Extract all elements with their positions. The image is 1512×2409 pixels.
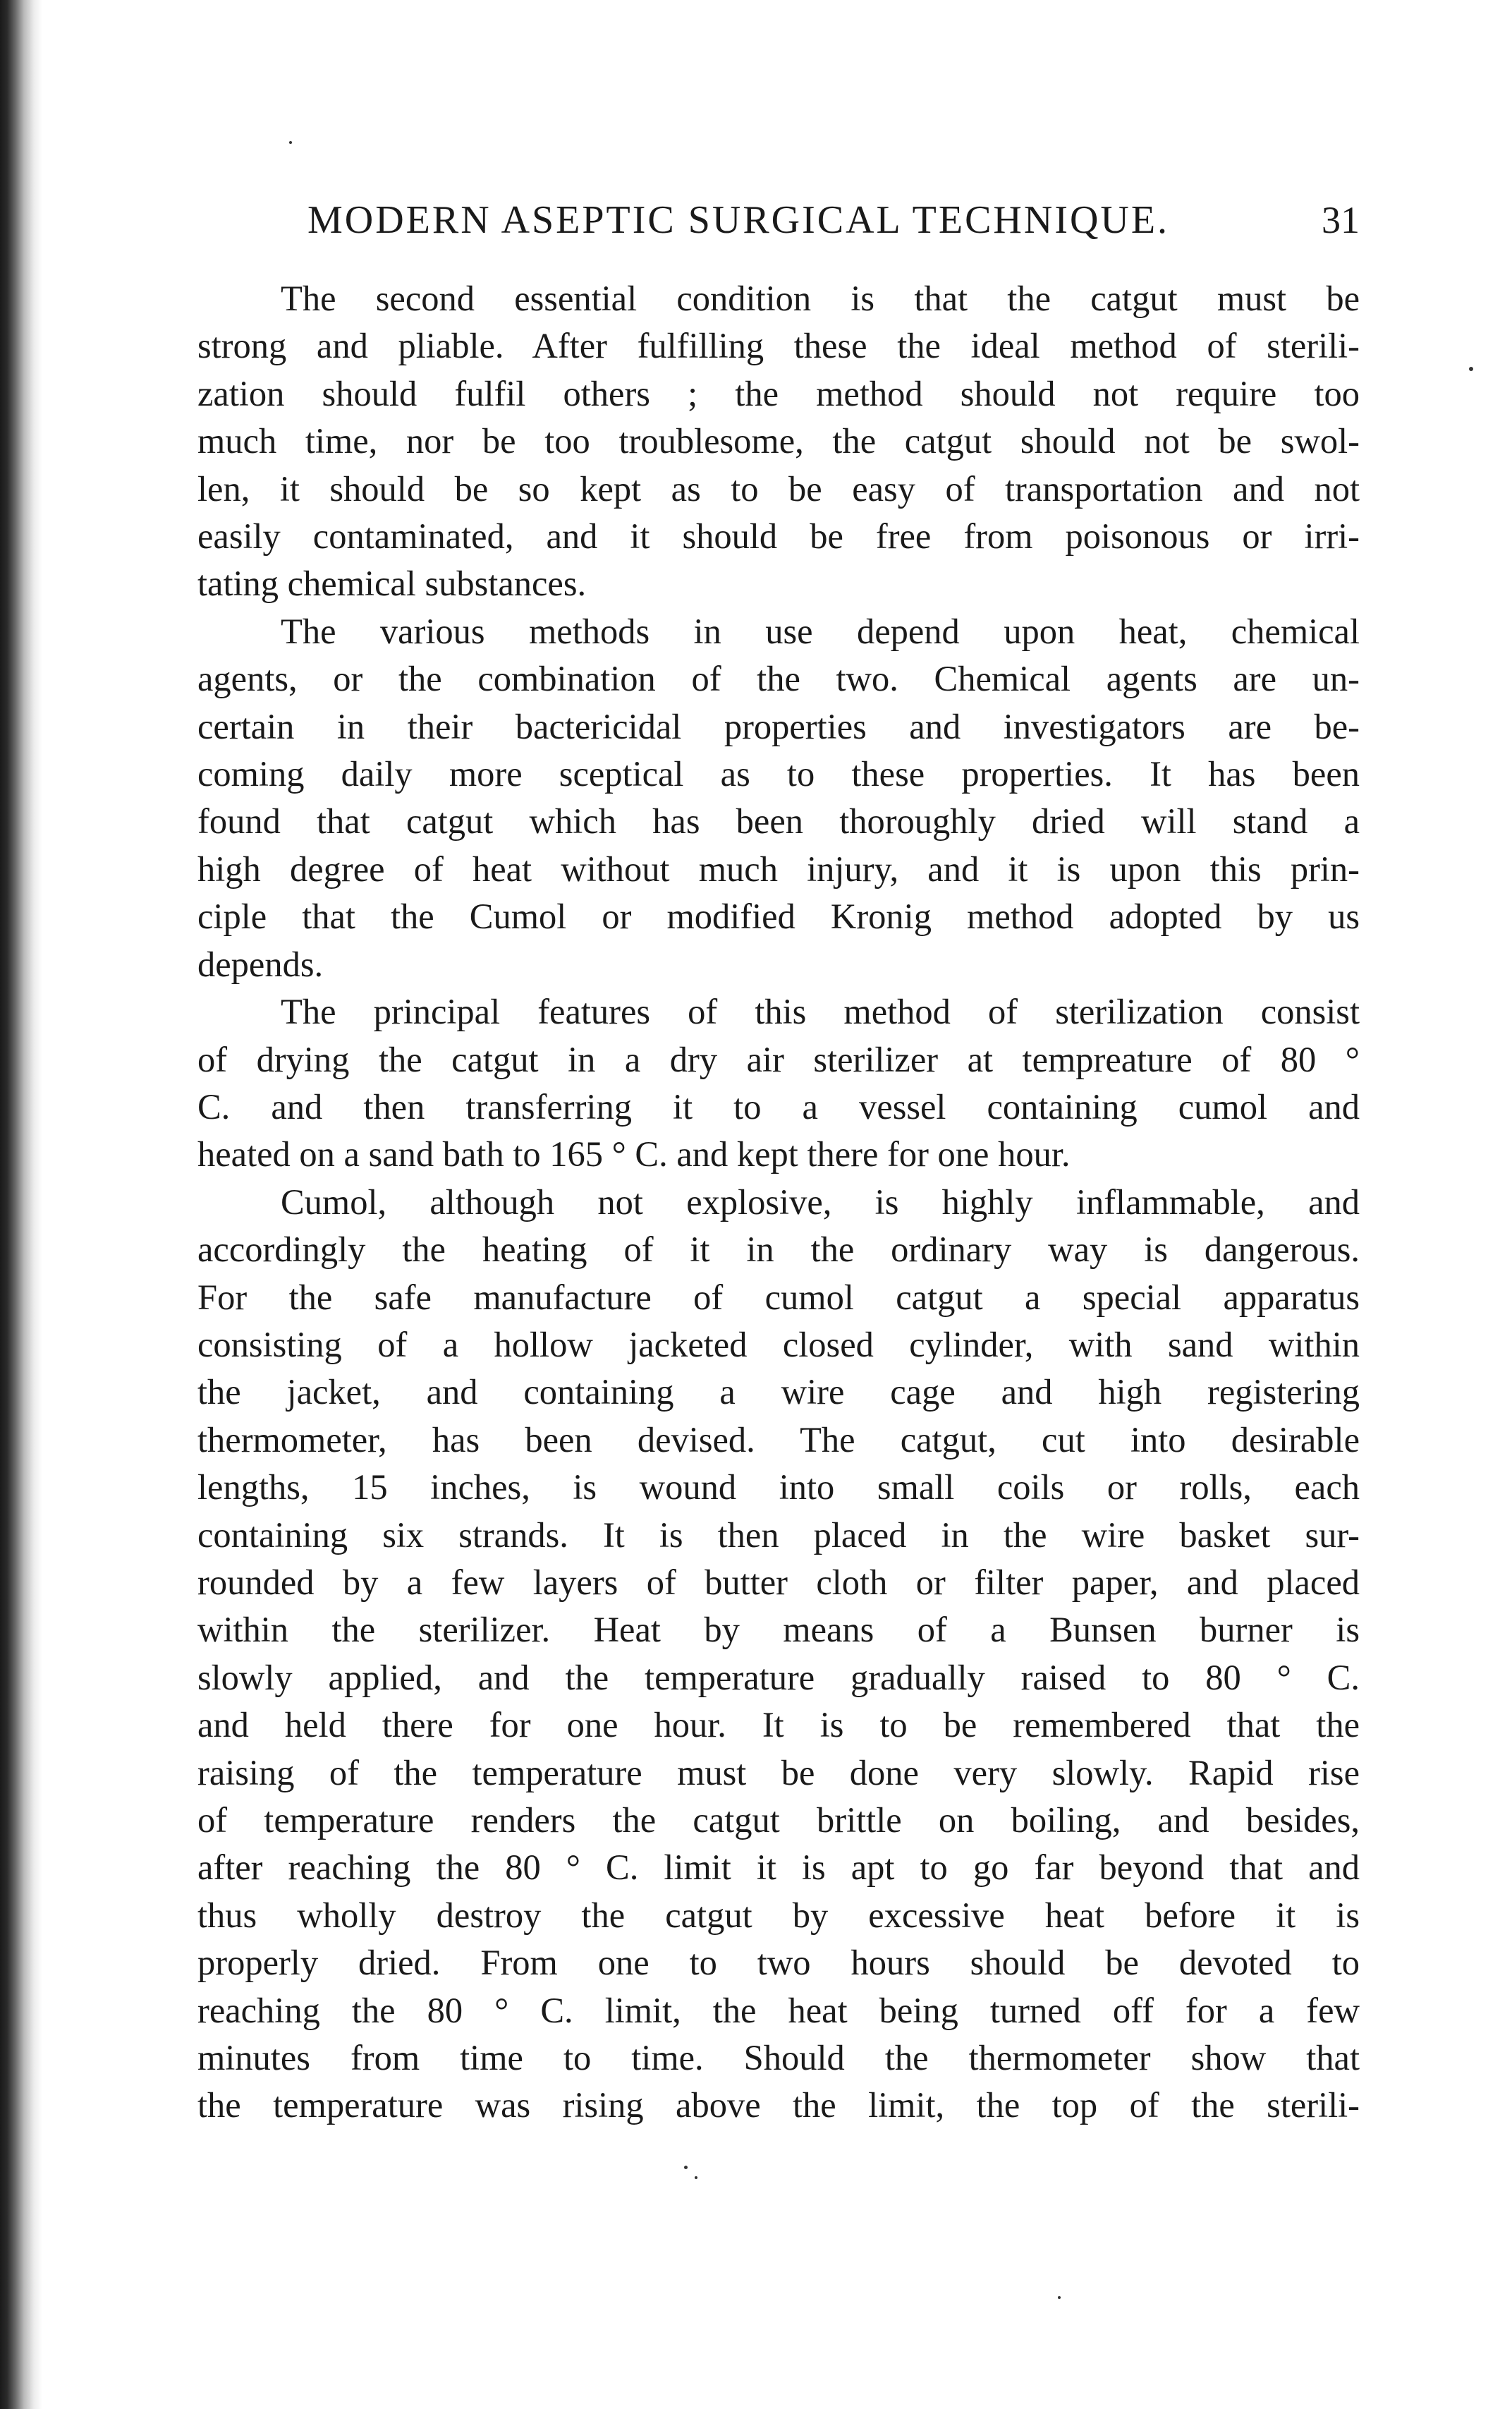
text-line: properly dried. From one to two hours should be devoted to	[197, 1943, 1360, 1983]
page-binding-edge	[0, 0, 42, 2409]
text-line: the temperature was rising above the limit, the top of the sterili-	[197, 2085, 1360, 2125]
text-line: The various methods in use depend upon heat, chemical	[281, 611, 1360, 651]
text-line: of temperature renders the catgut brittle on boiling, and besides,	[197, 1800, 1360, 1840]
text-line: accordingly the heating of it in the ordinary way is dangerous.	[197, 1230, 1360, 1270]
text-line: agents, or the combination of the two. Chemical agents are un-	[197, 659, 1360, 699]
running-head-title: MODERN ASEPTIC SURGICAL TECHNIQUE.	[307, 198, 1170, 242]
running-head	[307, 192, 1360, 248]
text-line: The principal features of this method of sterilization consist	[281, 992, 1360, 1032]
text-line: of drying the catgut in a dry air sterilizer at tempreature of 80 °	[197, 1039, 1360, 1079]
text-line: easily contaminated, and it should be free from poisonous or irri-	[197, 516, 1360, 557]
text-line: rounded by a few layers of butter cloth or filter paper, and placed	[197, 1562, 1360, 1602]
text-line: Cumol, although not explosive, is highly inflammable, and	[281, 1182, 1360, 1222]
text-line: the jacket, and containing a wire cage and high registering	[197, 1372, 1360, 1412]
paragraph-3	[197, 988, 1360, 1179]
text-line: containing six strands. It is then placed in the wire basket sur-	[197, 1515, 1360, 1555]
text-line: found that catgut which has been thoroughly dried will stand a	[197, 801, 1360, 842]
text-line: ciple that the Cumol or modified Kronig method adopted by us	[197, 897, 1360, 937]
text-line: minutes from time to time. Should the thermometer show that	[197, 2038, 1360, 2078]
text-line: and held there for one hour. It is to be remembered that the	[197, 1705, 1360, 1745]
text-line: after reaching the 80 ° C. limit it is apt to go far beyond that and	[197, 1847, 1360, 1888]
scan-speck	[1469, 367, 1473, 371]
text-line: high degree of heat without much injury, and it is upon this prin-	[197, 849, 1360, 889]
scan-speck	[289, 141, 292, 144]
text-line: lengths, 15 inches, is wound into small coils or rolls, each	[197, 1467, 1360, 1507]
text-line: consisting of a hollow jacketed closed cylinder, with sand within	[197, 1324, 1360, 1364]
scan-speck	[684, 2166, 688, 2169]
text-line: thus wholly destroy the catgut by excessive heat before it is	[197, 1895, 1360, 1935]
text-line: much time, nor be too troublesome, the catgut should not be swol-	[197, 421, 1360, 461]
text-line: coming daily more sceptical as to these properties. It has been	[197, 754, 1360, 794]
text-line: The second essential condition is that the catgut must be	[281, 279, 1360, 318]
text-line: reaching the 80 ° C. limit, the heat being turned off for a few	[197, 1990, 1360, 2030]
text-line: tating chemical substances.	[197, 564, 587, 604]
paragraph-2	[197, 608, 1360, 988]
text-line: For the safe manufacture of cumol catgut a special apparatus	[197, 1277, 1360, 1317]
text-line: heated on a sand bath to 165 ° C. and kept there for one hour.	[197, 1134, 1071, 1175]
text-line: zation should fulfil others ; the method should not require too	[197, 373, 1360, 413]
paragraph-1	[197, 275, 1360, 608]
text-line: thermometer, has been devised. The catgut, cut into desirable	[197, 1419, 1360, 1460]
text-line: strong and pliable. After fulfilling these the ideal method of sterili-	[197, 326, 1360, 366]
paragraph-4	[197, 1179, 1360, 2130]
text-line: within the sterilizer. Heat by means of a Bunsen burner is	[197, 1610, 1360, 1650]
page-number: 31	[1322, 199, 1360, 241]
scan-speck	[1058, 2296, 1061, 2299]
text-line: depends.	[197, 944, 324, 984]
text-line: slowly applied, and the temperature gradually raised to 80 ° C.	[197, 1657, 1360, 1697]
scan-speck	[695, 2176, 697, 2179]
text-line: raising of the temperature must be done very slowly. Rapid rise	[197, 1752, 1360, 1792]
text-line: certain in their bactericidal properties and investigators are be-	[197, 706, 1360, 746]
text-line: C. and then transferring it to a vessel containing cumol and	[197, 1086, 1360, 1127]
body-text	[197, 275, 1360, 2130]
text-line: len, it should be so kept as to be easy of transportation and not	[197, 468, 1360, 509]
